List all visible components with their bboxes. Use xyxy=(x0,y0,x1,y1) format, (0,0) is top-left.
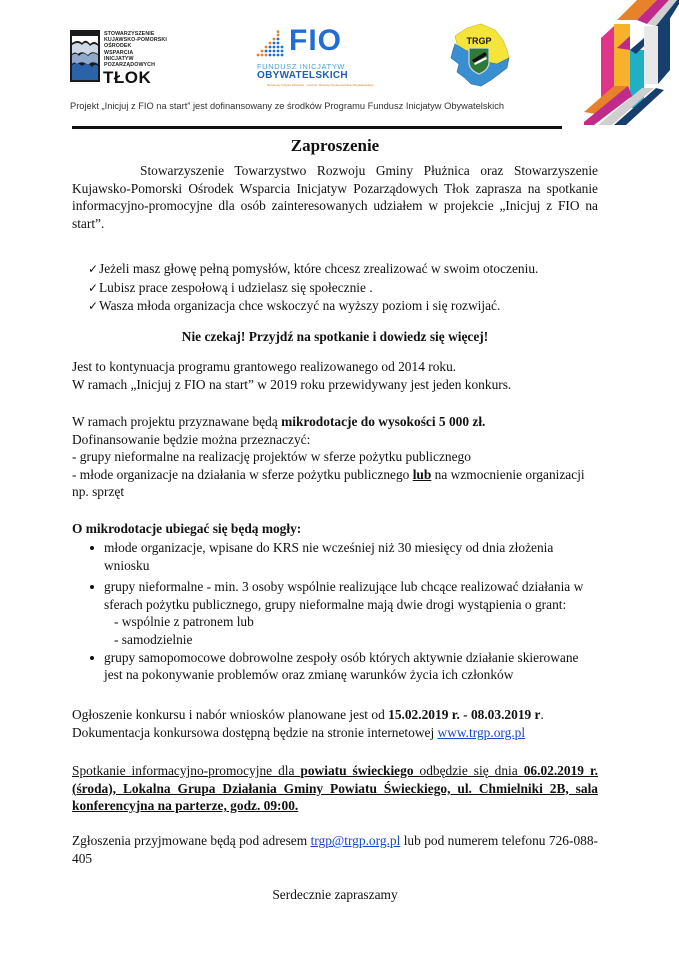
fio-dots-icon xyxy=(255,30,285,58)
microgrant-lead-text: W ramach projektu przyznawane będą xyxy=(72,414,282,429)
bullet-icon xyxy=(90,656,94,660)
dates-line xyxy=(72,706,598,724)
fio-subtitle-1: FUNDUSZ INICJATYW xyxy=(257,62,345,71)
website-link[interactable]: www.trgp.org.pl xyxy=(437,724,526,740)
microgrant-amount: mikrodotacje do wysokości 5 000 zł. xyxy=(281,414,486,429)
trgp-map-emblem-icon xyxy=(447,22,513,90)
dates-text: Ogłoszenie konkursu i nabór wniosków planowane jest od xyxy=(72,707,389,722)
microgrant-paragraph xyxy=(72,413,598,501)
trgp-label: TRGP xyxy=(466,36,492,46)
checklist-item xyxy=(88,297,608,316)
tlok-name-line: POZARZĄDOWYCH xyxy=(104,62,156,69)
purpose-item xyxy=(72,466,598,501)
checkmark-icon: ✓ xyxy=(88,280,99,295)
dates-text: . xyxy=(540,707,544,722)
fio-subtitle-2: OBYWATELSKICH xyxy=(257,70,348,81)
documentation-text: Dokumentacja konkursowa dostępną będzie na stronie internetowej xyxy=(72,724,438,740)
tlok-logo xyxy=(70,30,180,88)
eligibility-text: młode organizacje, wpisane do KRS nie wcześniej niż 30 miesięcy od dnia złożenia wniosku xyxy=(104,540,554,573)
continuation-paragraph xyxy=(72,358,598,393)
funding-note: Projekt „Inicjuj z FIO na start” jest dofinansowany ze środków Programu Fundusz Inicjatyw Obywatelskich xyxy=(70,101,505,111)
continuation-line: W ramach „Inicjuj z FIO na start” w 2019 roku przewidywany jest jeden konkurs. xyxy=(72,376,512,392)
bullet-icon xyxy=(90,546,94,550)
tlok-name-line: KUJAWSKO-POMORSKI xyxy=(104,37,167,44)
tlok-building-icon xyxy=(70,30,100,82)
fio-subtitle-3: Narodowy Instytut Wolności · Centrum Rozwoju Społeczeństwa Obywatelskiego xyxy=(267,83,374,87)
checklist-text: Lubisz prace zespołową i udzielasz się społecznie . xyxy=(99,279,373,295)
closing-line: Serdecznie zapraszamy xyxy=(272,887,398,902)
purpose-title: Dofinansowanie będzie można przeznaczyć: xyxy=(72,431,311,447)
checklist-text: Wasza młoda organizacja chce wskoczyć na wyższy poziom i się rozwijać. xyxy=(99,298,501,314)
checkmark-icon: ✓ xyxy=(88,299,99,314)
intro-paragraph: Stowarzyszenie Towarzystwo Rozwoju Gminy Płużnica oraz Stowarzyszenie Kujawsko-Pomorski Ośrodek Wsparcia Inicjatyw Pozarządowych Tłok zaprasza na spotkanie informacyjno-promocyjne dla osób zainteresowanych udziałem w projekcie „Inicjuj z FIO na start”. xyxy=(72,163,598,231)
email-link[interactable]: trgp@trgp.org.pl xyxy=(310,833,401,848)
fio-logo xyxy=(253,24,374,92)
eligibility-item xyxy=(88,539,598,574)
header-separator xyxy=(72,126,562,129)
dates-range: 15.02.2019 r. - 08.03.2019 r xyxy=(388,707,541,722)
contact-paragraph xyxy=(72,832,598,867)
purpose-text: - młode organizacje na działania w sferze pożytku publicznego xyxy=(72,466,413,482)
tlok-name-line: WSPARCIA xyxy=(104,49,134,56)
meeting-county: powiatu świeckiego xyxy=(300,763,414,778)
eligibility-text: grupy nieformalne - min. 3 osoby wspólnie realizujące lub chcące realizować działania w sferach pożytku publicznego, grupy nieformalne mają dwie drogi wystąpienia o grant: xyxy=(104,579,584,612)
continuation-line: Jest to kontynuacja programu grantowego realizowanego od 2014 roku. xyxy=(72,359,457,374)
tlok-wordmark: TŁOK xyxy=(103,68,152,87)
tlok-org-name xyxy=(104,31,167,68)
meeting-paragraph xyxy=(72,762,598,815)
purpose-or-emphasis: lub xyxy=(412,466,432,482)
eligibility-item xyxy=(88,578,598,613)
documentation-line xyxy=(72,724,598,742)
eligibility-list xyxy=(88,539,598,684)
fio-wordmark: FIO xyxy=(289,24,342,57)
meeting-text: Spotkanie informacyjno-promocyjne dla xyxy=(72,763,301,778)
contact-text: Zgłoszenia przyjmowane będą pod adresem xyxy=(72,833,311,848)
eligibility-title: O mikrodotacje ubiegać się będą mogły: xyxy=(72,521,302,536)
checkmark-icon: ✓ xyxy=(88,262,99,276)
tlok-name-line: INICJATYW xyxy=(104,55,134,62)
tlok-name-line: OŚRODEK xyxy=(104,43,132,50)
checklist-item xyxy=(88,279,608,298)
microgrant-lead xyxy=(72,413,598,431)
purpose-item: - grupy nieformalne na realizację projektów w sferze pożytku publicznego xyxy=(72,449,471,465)
contact-text: lub pod numerem telefonu xyxy=(400,833,549,848)
bullet-icon xyxy=(90,585,94,589)
eligibility-item xyxy=(88,649,598,684)
phone-number: 726-088-405 xyxy=(72,833,598,866)
checklist-item xyxy=(88,260,608,279)
eligibility-subitem: - samodzielnie xyxy=(114,631,193,647)
fio-ribbon-decoration-icon xyxy=(584,0,679,125)
meeting-details: 06.02.2019 r. (środa), Lokalna Grupa Działania Gminy Powiatu Świeckiego, ul. Chmielniki 2B, sala konferencyjna na parterze, godz. 09:00. xyxy=(72,763,598,814)
checklist xyxy=(88,260,608,316)
checklist-text: Jeżeli masz głowę pełną pomysłów, które chcesz zrealizować w swoim otoczeniu. xyxy=(99,261,539,276)
eligibility-subitem: - wspólnie z patronem lub xyxy=(114,614,254,630)
eligibility-text: grupy samopomocowe dobrowolne zespoły osób których aktywnie działanie skierowane jest na pokonywanie problemów oraz zmianę warunków życia ich członków xyxy=(104,649,579,683)
call-to-action: Nie czekaj! Przyjdź na spotkanie i dowiedz się więcej! xyxy=(181,329,489,344)
purpose-text: na wzmocnienie organizacji np. sprzęt xyxy=(72,466,585,500)
meeting-text: odbędzie się dnia xyxy=(413,763,524,778)
dates-paragraph xyxy=(72,706,598,741)
tlok-name-line: STOWARZYSZENIE xyxy=(104,31,155,37)
document-title: Zaproszenie xyxy=(290,136,380,155)
